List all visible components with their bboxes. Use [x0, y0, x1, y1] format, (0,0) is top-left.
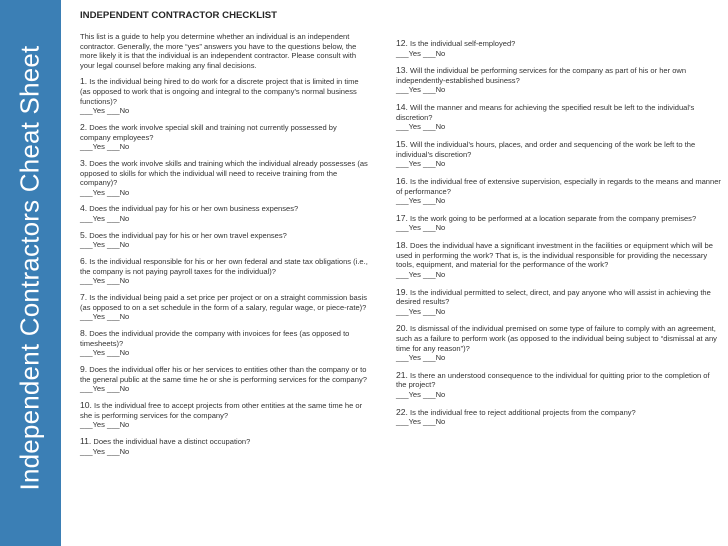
yes-no-answer-line[interactable]: ___Yes ___No — [80, 276, 130, 286]
question-text — [80, 365, 368, 384]
question-body: Does the work involve special skill and training not currently possessed by company employees? — [80, 122, 337, 142]
question-body: Is the individual permitted to select, direct, and pay anyone who will assist in achieving the desired results? — [396, 287, 711, 307]
yes-no-answer-line[interactable]: ___Yes ___No — [396, 122, 446, 132]
yes-no-answer-line[interactable]: ___Yes ___No — [396, 196, 446, 206]
question-number: 19. — [396, 286, 408, 297]
yes-no-answer-line[interactable]: ___Yes ___No — [80, 420, 130, 430]
checklist-item — [396, 66, 722, 95]
question-body: Is the individual responsible for his or her own federal and state tax obligations (i.e., the company is not paying payroll taxes for the individual)? — [80, 257, 368, 276]
question-body: Does the individual provide the company with invoices for fees (as opposed to timesheets)? — [80, 329, 350, 348]
question-text — [80, 159, 368, 188]
checklist-item — [396, 214, 722, 233]
question-text — [396, 288, 722, 307]
question-number: 12. — [396, 38, 408, 48]
page-title: INDEPENDENT CONTRACTOR CHECKLIST — [80, 10, 278, 21]
question-body: Does the individual pay for his or her own travel expenses? — [87, 230, 287, 240]
intro-text: This list is a guide to help you determine whether an individual is an independent contractor. Generally, the more “yes” answers you have to the questions below, the more likely it is that the individual is an independent contractor. Please consult with your legal counsel before making any final decisions. — [80, 32, 357, 70]
yes-no-answer-line[interactable]: ___Yes ___No — [80, 214, 130, 224]
yes-no-answer-line[interactable]: ___Yes ___No — [396, 159, 446, 169]
question-text — [396, 214, 722, 224]
question-body: Is the individual free to reject additional projects from the company? — [407, 407, 636, 417]
yes-no-answer-line[interactable]: ___Yes ___No — [80, 240, 130, 250]
yes-no-answer-line[interactable]: ___Yes ___No — [80, 348, 130, 358]
question-number: 18. — [396, 240, 408, 251]
yes-no-answer-line[interactable]: ___Yes ___No — [80, 446, 130, 456]
sidebar-band — [0, 0, 61, 546]
checklist-item — [80, 77, 368, 115]
yes-no-answer-line[interactable]: ___Yes ___No — [396, 48, 446, 58]
left-checklist — [80, 77, 368, 456]
question-text — [80, 257, 368, 276]
question-number: 1. — [80, 76, 88, 87]
question-body: Is the individual free to accept projects from other entities at the same time he or she is performing services for the company? — [80, 401, 363, 420]
question-body: Will the manner and means for achieving the specified result be left to the individual’s discretion? — [396, 103, 695, 122]
right-column — [396, 39, 722, 435]
checklist-item — [80, 257, 368, 286]
checklist-item — [396, 39, 722, 58]
yes-no-answer-line[interactable]: ___Yes ___No — [396, 269, 446, 279]
checklist-item — [396, 371, 722, 400]
yes-no-answer-line[interactable]: ___Yes ___No — [80, 312, 130, 322]
checklist-item — [396, 241, 722, 279]
yes-no-answer-line[interactable]: ___Yes ___No — [80, 142, 130, 152]
question-body: Will the individual’s hours, places, and order and sequencing of the work be left to the individual’s discretion? — [396, 140, 696, 159]
question-number: 17. — [396, 212, 408, 223]
yes-no-answer-line[interactable]: ___Yes ___No — [396, 417, 446, 427]
yes-no-answer-line[interactable]: ___Yes ___No — [396, 353, 446, 363]
question-text — [80, 293, 368, 312]
question-number: 3. — [80, 157, 88, 168]
question-number: 14. — [396, 102, 408, 113]
question-text — [80, 329, 368, 348]
question-body: Does the individual have a significant investment in the facilities or equipment which will be used in performing the work? That is, is the individual responsible for providing the necessary tools, equipment, and material for the performance of the work? — [396, 241, 713, 270]
question-text — [396, 241, 722, 270]
question-text — [396, 66, 722, 85]
question-number: 11. — [80, 436, 92, 447]
question-text — [80, 123, 368, 142]
question-body: Does the individual have a distinct occupation? — [91, 437, 251, 447]
checklist-item — [80, 329, 368, 358]
checklist-item — [396, 324, 722, 362]
question-text — [396, 324, 722, 353]
yes-no-answer-line[interactable]: ___Yes ___No — [80, 384, 130, 394]
question-text — [396, 140, 722, 159]
question-body: Is there an understood consequence to the individual for quitting prior to the completion of the project? — [396, 370, 710, 390]
checklist-item — [396, 288, 722, 317]
question-text — [396, 177, 722, 196]
question-text — [80, 204, 368, 214]
sidebar-title: Independent Contractors Cheat Sheet — [14, 45, 45, 491]
checklist-item — [80, 231, 368, 250]
question-text — [396, 103, 722, 122]
checklist-item — [396, 140, 722, 169]
question-body: Is the individual self-employed? — [407, 39, 516, 48]
checklist-item — [396, 177, 722, 206]
question-number: 22. — [396, 406, 408, 417]
question-number: 13. — [396, 65, 408, 76]
question-number: 21. — [396, 369, 408, 380]
checklist-item — [80, 401, 368, 430]
yes-no-answer-line[interactable]: ___Yes ___No — [396, 306, 446, 316]
question-text — [80, 231, 368, 241]
yes-no-answer-line[interactable]: ___Yes ___No — [396, 223, 446, 233]
question-body: Does the work involve skills and training which the individual already possesses (as opposed to skills for which the individual will need to receive training from the company)? — [80, 158, 368, 188]
question-body: Is dismissal of the individual premised on some type of failure to comply with an agreement, such as a failure to perform work (as opposed to the individual being subject to “dismissal at any time for any reason”)? — [396, 324, 717, 353]
checklist-item — [80, 437, 368, 456]
checklist-item — [80, 159, 368, 197]
question-number: 9. — [80, 364, 88, 375]
question-body: Does the individual offer his or her services to entities other than the company or to the general public at the same time he or she is performing services for the company? — [80, 365, 367, 384]
checklist-item — [396, 408, 722, 427]
question-number: 7. — [80, 292, 88, 303]
yes-no-answer-line[interactable]: ___Yes ___No — [396, 85, 446, 95]
right-checklist — [396, 39, 722, 427]
question-body: Is the individual free of extensive supervision, especially in regards to the means and manner of performance? — [396, 176, 721, 196]
question-number: 4. — [80, 203, 88, 214]
checklist-item — [80, 293, 368, 322]
question-number: 5. — [80, 229, 88, 240]
question-number: 16. — [396, 175, 408, 186]
question-body: Does the individual pay for his or her own business expenses? — [87, 204, 299, 214]
question-number: 6. — [80, 256, 88, 267]
question-body: Is the work going to be performed at a location separate from the company premises? — [407, 213, 697, 223]
checklist-item — [80, 204, 368, 223]
question-number: 8. — [80, 328, 88, 339]
left-column — [80, 32, 368, 463]
question-text — [80, 437, 368, 447]
checklist-item — [396, 103, 722, 132]
question-text — [396, 408, 722, 418]
question-number: 10. — [80, 400, 92, 411]
question-text — [396, 39, 722, 49]
question-number: 20. — [396, 323, 408, 334]
question-text — [80, 401, 368, 420]
question-body: Is the individual being paid a set price per project or on a straight commission basis (as opposed to on a set schedule in the form of a salary, regular wage, or piece-rate)? — [80, 293, 367, 312]
question-number: 2. — [80, 121, 88, 132]
question-text — [80, 77, 368, 106]
question-text — [396, 371, 722, 390]
question-body: Is the individual being hired to do work for a discrete project that is limited in time (as opposed to work that is ongoing and integral to the company’s normal business functions)? — [80, 77, 359, 106]
question-number: 15. — [396, 139, 408, 150]
yes-no-answer-line[interactable]: ___Yes ___No — [80, 106, 130, 116]
checklist-item — [80, 365, 368, 394]
yes-no-answer-line[interactable]: ___Yes ___No — [80, 187, 130, 197]
question-body: Will the individual be performing services for the company as part of his or her own independently-established business? — [396, 66, 687, 85]
yes-no-answer-line[interactable]: ___Yes ___No — [396, 390, 446, 400]
checklist-item — [80, 123, 368, 152]
